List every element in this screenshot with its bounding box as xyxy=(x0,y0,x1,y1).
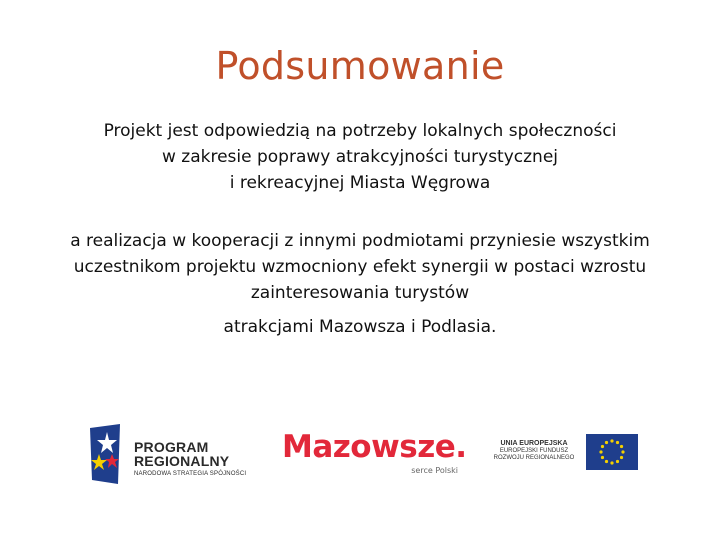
paragraph-line: Projekt jest odpowiedzią na potrzeby lokalnych społeczności xyxy=(103,121,617,141)
eu-star xyxy=(616,441,619,444)
mazowsze-tagline: serce Polski xyxy=(411,466,458,475)
eu-star xyxy=(620,445,623,448)
eu-line3: ROZWOJU REGIONALNEGO xyxy=(493,455,575,461)
paragraph-line: zainteresowania turystów xyxy=(250,283,470,303)
program-line1: PROGRAM xyxy=(134,439,209,455)
eu-fund-logo xyxy=(486,434,641,474)
program-text xyxy=(134,440,246,478)
paragraph-line: w zakresie poprawy atrakcyjności turystycznej xyxy=(161,147,559,167)
eu-line2: EUROPEJSKI FUNDUSZ xyxy=(499,448,569,454)
paragraph-line: i rekreacyjnej Miasta Węgrowa xyxy=(229,173,491,193)
paragraph-line: uczestnikom projektu wzmocniony efekt synergii w postaci wzrostu xyxy=(73,257,647,277)
slide-title: Podsumowanie xyxy=(215,44,505,88)
paragraph-line: a realizacja w kooperacji z innymi podmiotami przyniesie wszystkim xyxy=(70,231,650,251)
paragraph-attractions xyxy=(0,314,720,340)
mazowsze-wordmark: Mazowsze. xyxy=(282,429,467,465)
eu-text xyxy=(486,440,582,462)
program-subtitle: NARODOWA STRATEGIA SPÓJNOŚCI xyxy=(134,471,247,477)
paragraph-line: atrakcjami Mazowsza i Podlasia. xyxy=(223,317,497,337)
eu-star xyxy=(610,461,613,464)
program-regionalny-logo xyxy=(90,424,260,484)
program-line2: REGIONALNY xyxy=(134,453,230,469)
nss-star-icon xyxy=(90,424,124,484)
mazowsze-logo xyxy=(282,429,467,480)
eu-star xyxy=(616,460,619,463)
eu-star xyxy=(610,439,613,442)
logo-strip xyxy=(0,420,720,490)
eu-star xyxy=(605,441,608,444)
eu-star xyxy=(621,450,624,453)
eu-star xyxy=(601,456,604,459)
paragraph-cooperation xyxy=(0,228,720,306)
eu-star xyxy=(620,456,623,459)
eu-star xyxy=(601,445,604,448)
eu-star xyxy=(599,450,602,453)
paragraph-needs xyxy=(0,118,720,196)
eu-flag-icon xyxy=(586,434,638,470)
eu-star xyxy=(605,460,608,463)
eu-line1: UNIA EUROPEJSKA xyxy=(500,440,568,447)
